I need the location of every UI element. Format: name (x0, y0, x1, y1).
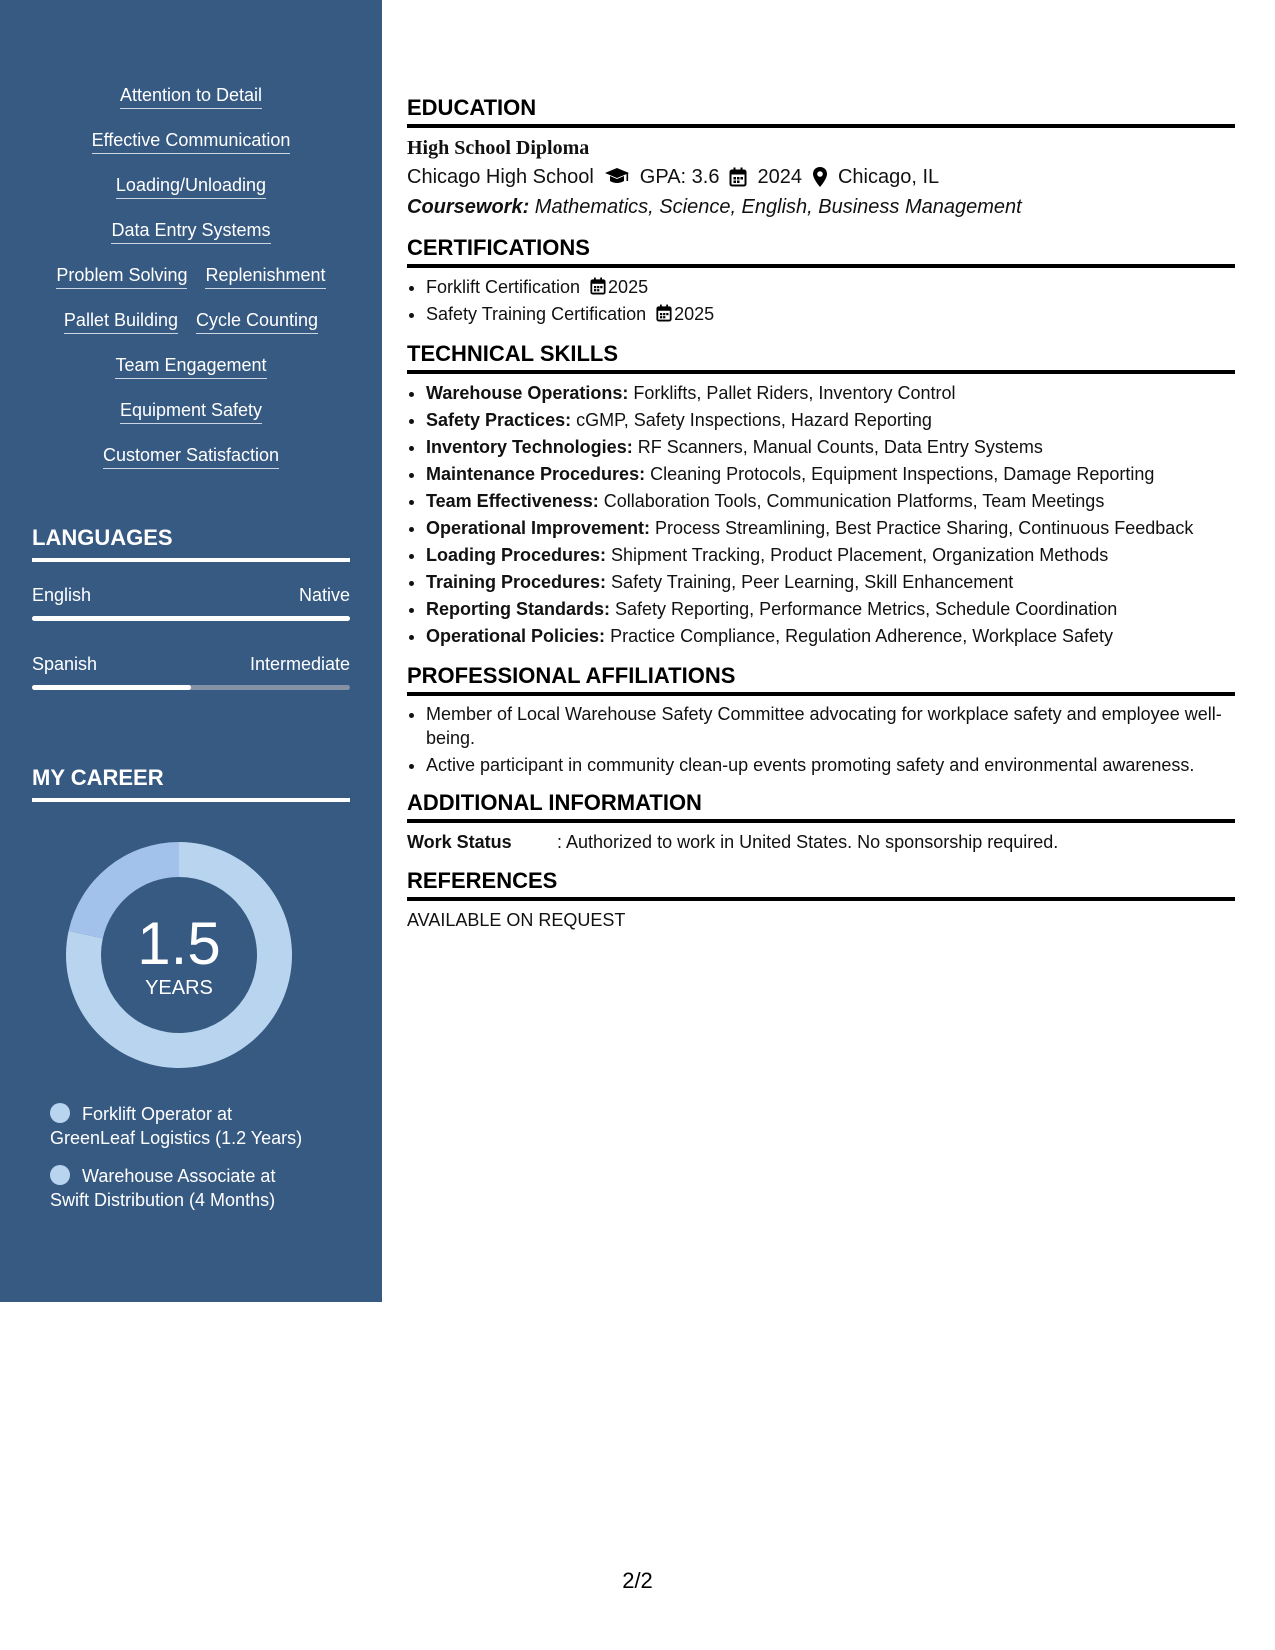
work-status-value: : Authorized to work in United States. No sponsorship required. (557, 832, 1059, 852)
skill-details: Collaboration Tools, Communication Platforms, Team Meetings (598, 491, 1105, 511)
location-pin-icon (812, 166, 828, 188)
career-dot-icon (50, 1165, 70, 1185)
skill-tag: Attention to Detail (120, 84, 262, 109)
skill-row (32, 399, 350, 444)
career-dot-icon (50, 1103, 70, 1123)
career-heading: MY CAREER (32, 764, 350, 802)
skill-details: Shipment Tracking, Product Placement, Organization Methods (606, 545, 1109, 565)
technical-skill-item (426, 542, 1235, 569)
career-list (50, 1102, 350, 1226)
career-title: Warehouse Associate at (82, 1166, 276, 1186)
technical-skill-item (426, 596, 1235, 623)
gpa: GPA: 3.6 (639, 166, 720, 188)
references-text: AVAILABLE ON REQUEST (407, 910, 626, 930)
skill-category: Reporting Standards: (426, 599, 611, 619)
skills-list (32, 84, 350, 489)
skill-tag: Loading/Unloading (116, 174, 266, 199)
skill-category: Inventory Technologies: (426, 437, 633, 457)
calendar-icon (656, 304, 672, 322)
calendar-icon (729, 167, 747, 187)
education-details (407, 162, 1235, 192)
technical-skills-list (407, 380, 1235, 650)
skill-category: Operational Improvement: (426, 518, 651, 538)
technical-skill-item (426, 434, 1235, 461)
skill-details: Process Streamlining, Best Practice Sharing, Continuous Feedback (650, 518, 1194, 538)
certification-item (426, 274, 1235, 301)
coursework-label: Coursework: (407, 196, 530, 218)
additional-info-heading: ADDITIONAL INFORMATION (407, 789, 1235, 823)
education-heading: EDUCATION (407, 94, 1235, 128)
career-detail: Swift Distribution (4 Months) (50, 1190, 276, 1210)
skill-row (32, 354, 350, 399)
additional-info-section (407, 789, 1235, 855)
graduation-year: 2024 (757, 166, 802, 188)
language-level: Native (298, 585, 350, 605)
skill-row (32, 219, 350, 264)
skill-tag: Effective Communication (92, 129, 291, 154)
technical-skill-item (426, 488, 1235, 515)
sidebar (0, 0, 382, 1302)
skill-category: Warehouse Operations: (426, 383, 629, 403)
skill-tag: Team Engagement (115, 354, 266, 379)
skill-category: Safety Practices: (426, 410, 572, 430)
skill-row (32, 84, 350, 129)
career-total-unit: YEARS (145, 977, 213, 999)
skill-row (32, 309, 350, 354)
certifications-list (407, 274, 1235, 328)
education-section (407, 94, 1235, 222)
skill-tag: Data Entry Systems (111, 219, 270, 244)
skill-category: Team Effectiveness: (426, 491, 599, 511)
degree: High School Diploma (407, 137, 590, 159)
career-item (50, 1164, 350, 1212)
language-name: English (32, 585, 92, 605)
skill-row (32, 264, 350, 309)
references-heading: REFERENCES (407, 867, 1235, 901)
language-spanish (32, 653, 350, 690)
language-bar (32, 616, 350, 621)
certification-item (426, 301, 1235, 328)
technical-skill-item (426, 515, 1235, 542)
language-bar (32, 685, 350, 690)
technical-skills-heading: TECHNICAL SKILLS (407, 340, 1235, 374)
skill-tag: Replenishment (205, 264, 325, 289)
language-bar-fill (32, 685, 191, 690)
technical-skill-item (426, 407, 1235, 434)
calendar-icon (590, 277, 606, 295)
main-content (407, 94, 1235, 941)
certifications-section (407, 234, 1235, 328)
affiliations-heading: PROFESSIONAL AFFILIATIONS (407, 662, 1235, 696)
affiliation-item: • Active participant in community clean-up events promoting safety and environmental awareness. (426, 753, 1235, 777)
school-location: Chicago, IL (837, 166, 940, 188)
technical-skill-item (426, 623, 1235, 650)
affiliations-section (407, 662, 1235, 777)
language-level: Intermediate (249, 654, 350, 674)
career-item (50, 1102, 350, 1150)
certifications-heading: CERTIFICATIONS (407, 234, 1235, 268)
certification-name: Safety Training Certification (426, 304, 647, 324)
skill-category: Loading Procedures: (426, 545, 607, 565)
skill-row (32, 129, 350, 174)
skill-tag: Cycle Counting (196, 309, 318, 334)
skill-category: Maintenance Procedures: (426, 464, 646, 484)
technical-skill-item (426, 380, 1235, 407)
language-english (32, 584, 350, 621)
affiliations-list (407, 702, 1235, 777)
skill-row (32, 174, 350, 219)
skill-details: Forklifts, Pallet Riders, Inventory Control (628, 383, 956, 403)
career-detail: GreenLeaf Logistics (1.2 Years) (50, 1128, 303, 1148)
skill-details: Cleaning Protocols, Equipment Inspections, Damage Reporting (645, 464, 1155, 484)
work-status (407, 829, 1235, 855)
coursework-text: Mathematics, Science, English, Business Management (529, 196, 1022, 218)
references-section (407, 867, 1235, 933)
school-name: Chicago High School (407, 166, 594, 188)
career-title: Forklift Operator at (82, 1104, 233, 1124)
skill-tag: Equipment Safety (120, 399, 262, 424)
career-donut (66, 842, 292, 1068)
skill-details: cGMP, Safety Inspections, Hazard Reporting (571, 410, 932, 430)
language-bar-fill (32, 616, 350, 621)
skill-tag: Pallet Building (64, 309, 178, 334)
career-total-value: 1.5 (137, 910, 221, 977)
page-number: 2/2 (622, 1568, 653, 1593)
skill-category: Operational Policies: (426, 626, 606, 646)
skill-details: Practice Compliance, Regulation Adherence, Workplace Safety (605, 626, 1113, 646)
skill-details: RF Scanners, Manual Counts, Data Entry Systems (632, 437, 1043, 457)
skill-details: Safety Reporting, Performance Metrics, Schedule Coordination (610, 599, 1118, 619)
skill-details: Safety Training, Peer Learning, Skill Enhancement (606, 572, 1014, 592)
skill-category: Training Procedures: (426, 572, 607, 592)
technical-skill-item (426, 569, 1235, 596)
skill-tag: Customer Satisfaction (103, 444, 279, 469)
work-status-label: Work Status (407, 832, 512, 852)
certification-name: Forklift Certification (426, 277, 581, 297)
skill-tag: Problem Solving (56, 264, 187, 289)
languages-heading: LANGUAGES (32, 524, 350, 562)
graduation-cap-icon (604, 167, 630, 187)
certification-year: 2025 (674, 304, 715, 324)
technical-skills-section (407, 340, 1235, 650)
affiliation-item: • Member of Local Warehouse Safety Committee advocating for workplace safety and employee well-being. (426, 702, 1235, 750)
skill-row (32, 444, 350, 489)
certification-year: 2025 (608, 277, 649, 297)
technical-skill-item (426, 461, 1235, 488)
coursework (407, 192, 1235, 222)
language-name: Spanish (32, 654, 98, 674)
